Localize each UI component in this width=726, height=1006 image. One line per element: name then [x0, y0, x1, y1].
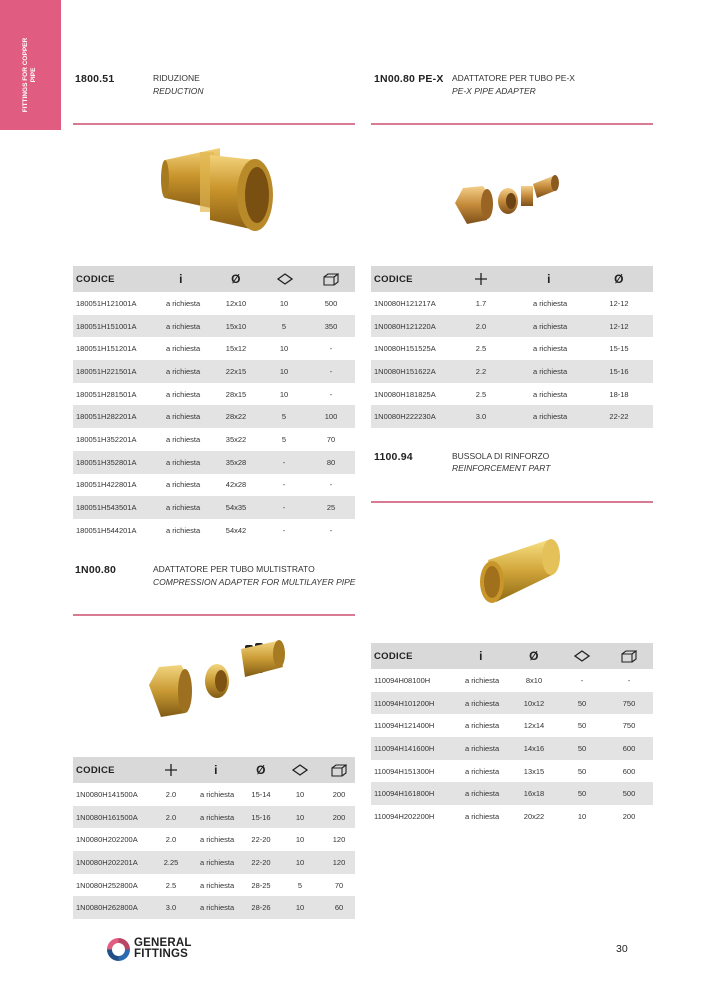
- info-icon: i: [214, 763, 218, 777]
- cell-box: -: [627, 675, 631, 685]
- cell-diameter: 15-15: [609, 344, 629, 354]
- table-row: [371, 714, 653, 737]
- cell-pack: 5: [297, 880, 303, 890]
- cell-diameter: 42x28: [225, 480, 247, 490]
- box-icon: [331, 757, 347, 783]
- cell-info: a richiesta: [166, 457, 201, 467]
- reduction-fitting-image: [160, 140, 275, 240]
- cell-info: a richiesta: [166, 412, 201, 422]
- cell-pack: 5: [281, 321, 287, 331]
- cell-box: 200: [332, 789, 346, 799]
- cell-diameter: 8x10: [525, 675, 543, 685]
- info-icon: i: [479, 649, 483, 663]
- diamond-pack-icon: [277, 266, 293, 292]
- diameter-icon: Ø: [256, 763, 266, 777]
- cell-pack: 50: [577, 743, 587, 753]
- section-rule: [371, 501, 653, 503]
- side-tab-label: [22, 38, 38, 112]
- table-row: [73, 337, 355, 360]
- cell-code: 180051H352801A: [76, 457, 137, 467]
- cell-code: 180051H282201A: [76, 412, 137, 422]
- cell-code: 1N0080H161500A: [76, 812, 138, 822]
- diamond-pack-icon: [292, 757, 308, 783]
- cell-diameter: 28x22: [225, 412, 247, 422]
- cell-code: 1N0080H202201A: [76, 857, 138, 867]
- cell-diameter: 12-12: [609, 298, 629, 308]
- diameter-icon: Ø: [529, 649, 539, 663]
- table-row: [371, 292, 653, 315]
- cell-code: 1N0080H151525A: [374, 344, 436, 354]
- cell-box: 100: [324, 412, 338, 422]
- table-row: [73, 383, 355, 406]
- section-code-multilayer: 1N00.80: [75, 564, 117, 576]
- box-icon: [323, 266, 339, 292]
- cell-code: 1N0080H141500A: [76, 789, 138, 799]
- cell-box: -: [329, 366, 333, 376]
- cell-diameter: 28-26: [251, 903, 271, 913]
- cell-info: a richiesta: [533, 321, 568, 331]
- cell-pitch: 2.5: [475, 344, 487, 354]
- diameter-icon: Ø: [614, 272, 624, 286]
- cell-box: -: [329, 389, 333, 399]
- cell-pack: 50: [577, 789, 587, 799]
- plus-icon: [474, 266, 488, 292]
- cell-pack: 10: [279, 389, 289, 399]
- section-rule: [73, 123, 355, 125]
- cell-pitch: 3.0: [165, 903, 177, 913]
- cell-code: 1N0080H181825A: [374, 389, 436, 399]
- cell-code: 110094H101200H: [374, 698, 435, 708]
- cell-pitch: 2.0: [165, 789, 177, 799]
- cell-diameter: 10x12: [523, 698, 545, 708]
- section-code-1100: 1100.94: [374, 451, 413, 463]
- table-row: [73, 896, 355, 919]
- cell-diameter: 54x42: [225, 525, 247, 535]
- cell-diameter: 35x28: [225, 457, 247, 467]
- table-row: [73, 851, 355, 874]
- cell-box: 750: [622, 698, 636, 708]
- table-row: [73, 806, 355, 829]
- cell-code: 180051H281501A: [76, 389, 137, 399]
- table-row: [371, 760, 653, 783]
- info-icon: i: [179, 272, 183, 286]
- table-row: [73, 874, 355, 897]
- table-row: [371, 782, 653, 805]
- cell-pack: 50: [577, 698, 587, 708]
- table-row: [73, 405, 355, 428]
- cell-info: a richiesta: [166, 389, 201, 399]
- cell-info: a richiesta: [533, 298, 568, 308]
- cell-info: a richiesta: [465, 766, 500, 776]
- cell-code: 1N0080H252800A: [76, 880, 138, 890]
- info-icon: i: [547, 272, 551, 286]
- diamond-pack-icon: [574, 643, 590, 669]
- cell-pack: 50: [577, 766, 587, 776]
- cell-pack: -: [282, 525, 286, 535]
- cell-box: 25: [326, 503, 336, 513]
- cell-info: a richiesta: [166, 525, 201, 535]
- cell-diameter: 14x16: [523, 743, 545, 753]
- header-codice: CODICE: [76, 764, 115, 776]
- cell-info: a richiesta: [465, 698, 500, 708]
- cell-pitch: 2.5: [165, 880, 177, 890]
- cell-info: a richiesta: [166, 434, 201, 444]
- section-code-pex: 1N00.80 PE-X: [374, 73, 444, 85]
- cell-diameter: 15x12: [225, 344, 247, 354]
- table-row: [73, 783, 355, 806]
- cell-info: a richiesta: [200, 835, 235, 845]
- cell-code: 1N0080H202200A: [76, 835, 138, 845]
- table-header: [371, 266, 653, 292]
- reinforcement-part-image: [470, 530, 565, 610]
- table-1800: [73, 266, 355, 542]
- cell-info: a richiesta: [166, 503, 201, 513]
- table-header: [73, 266, 355, 292]
- section-rule: [371, 123, 653, 125]
- cell-info: a richiesta: [533, 412, 568, 422]
- section-desc-en-multilayer: COMPRESSION ADAPTER FOR MULTILAYER PIPE: [153, 577, 356, 587]
- table-row: [371, 805, 653, 828]
- page-number: 30: [616, 943, 628, 955]
- cell-diameter: 15x10: [225, 321, 247, 331]
- cell-info: a richiesta: [200, 903, 235, 913]
- cell-info: a richiesta: [200, 789, 235, 799]
- cell-code: 180051H352201A: [76, 434, 137, 444]
- table-row: [73, 474, 355, 497]
- section-desc-en-pex: PE-X PIPE ADAPTER: [452, 86, 536, 96]
- table-row: [371, 737, 653, 760]
- cell-diameter: 15-16: [609, 366, 629, 376]
- cell-code: 180051H543501A: [76, 503, 137, 513]
- side-tab: [0, 0, 61, 130]
- cell-pack: 5: [281, 412, 287, 422]
- table-row: [73, 292, 355, 315]
- table-row: [73, 519, 355, 542]
- cell-pitch: 2.25: [163, 857, 179, 867]
- cell-diameter: 28x15: [225, 389, 247, 399]
- cell-diameter: 12x14: [523, 721, 545, 731]
- cell-pack: 10: [295, 789, 305, 799]
- table-row: [73, 315, 355, 338]
- diameter-icon: Ø: [231, 272, 241, 286]
- cell-code: 180051H121001A: [76, 298, 137, 308]
- cell-code: 180051H221501A: [76, 366, 137, 376]
- cell-box: 350: [324, 321, 338, 331]
- table-row: [73, 496, 355, 519]
- cell-pack: 5: [281, 434, 287, 444]
- multilayer-adapter-image: [145, 633, 290, 728]
- cell-box: 120: [332, 857, 346, 867]
- cell-pitch: 2.2: [475, 366, 487, 376]
- cell-diameter: 22-20: [251, 857, 271, 867]
- cell-info: a richiesta: [200, 812, 235, 822]
- cell-pack: -: [282, 503, 286, 513]
- table-1100: [371, 643, 653, 828]
- cell-diameter: 22-22: [609, 412, 629, 422]
- cell-info: a richiesta: [166, 298, 201, 308]
- cell-code: 1N0080H121220A: [374, 321, 436, 331]
- cell-box: 200: [332, 812, 346, 822]
- cell-pack: 50: [577, 721, 587, 731]
- cell-code: 180051H422801A: [76, 480, 137, 490]
- section-desc-en-1800: REDUCTION: [153, 86, 204, 96]
- cell-info: a richiesta: [200, 880, 235, 890]
- cell-box: 600: [622, 743, 636, 753]
- cell-pitch: 2.0: [165, 812, 177, 822]
- cell-diameter: 15-16: [251, 812, 271, 822]
- cell-diameter: 54x35: [225, 503, 247, 513]
- table-row: [73, 451, 355, 474]
- logo-wordmark: [134, 938, 192, 960]
- cell-info: a richiesta: [166, 366, 201, 376]
- cell-diameter: 15-14: [251, 789, 271, 799]
- table-row: [371, 360, 653, 383]
- cell-pitch: 2.0: [165, 835, 177, 845]
- section-desc-it-1100: BUSSOLA DI RINFORZO: [452, 451, 550, 461]
- cell-code: 1N0080H121217A: [374, 298, 436, 308]
- table-row: [73, 828, 355, 851]
- table-header: [73, 757, 355, 783]
- cell-code: 110094H202200H: [374, 811, 435, 821]
- cell-pack: -: [282, 457, 286, 467]
- cell-diameter: 20x22: [523, 811, 545, 821]
- section-rule: [73, 614, 355, 616]
- header-codice: CODICE: [374, 650, 413, 662]
- section-desc-en-1100: REINFORCEMENT PART: [452, 463, 551, 473]
- cell-box: -: [329, 525, 333, 535]
- table-header: [371, 643, 653, 669]
- cell-pitch: 1.7: [475, 298, 487, 308]
- cell-diameter: 16x18: [523, 789, 545, 799]
- cell-box: 500: [622, 789, 636, 799]
- cell-pack: -: [580, 675, 584, 685]
- cell-code: 180051H544201A: [76, 525, 137, 535]
- cell-diameter: 35x22: [225, 434, 247, 444]
- cell-box: -: [329, 480, 333, 490]
- box-icon: [621, 643, 637, 669]
- cell-info: a richiesta: [533, 344, 568, 354]
- table-row: [371, 337, 653, 360]
- section-code-1800: 1800.51: [75, 73, 115, 85]
- side-tab-line2: PIPE: [30, 67, 37, 83]
- table-multilayer: [73, 757, 355, 919]
- table-row: [371, 383, 653, 406]
- cell-box: 750: [622, 721, 636, 731]
- cell-box: 80: [326, 457, 336, 467]
- table-row: [371, 692, 653, 715]
- cell-box: 70: [326, 434, 336, 444]
- cell-pack: 10: [295, 857, 305, 867]
- cell-pack: 10: [295, 903, 305, 913]
- cell-info: a richiesta: [465, 675, 500, 685]
- cell-diameter: 12-12: [609, 321, 629, 331]
- section-desc-it-1800: RIDUZIONE: [153, 73, 200, 83]
- cell-code: 110094H08100H: [374, 675, 431, 685]
- table-row: [371, 669, 653, 692]
- side-tab-line1: FITTINGS FOR COPPER: [22, 37, 29, 113]
- cell-pack: -: [282, 480, 286, 490]
- pex-adapter-image: [453, 168, 563, 238]
- cell-box: 500: [324, 298, 338, 308]
- cell-info: a richiesta: [465, 721, 500, 731]
- cell-pack: 10: [577, 811, 587, 821]
- cell-pack: 10: [279, 298, 289, 308]
- cell-diameter: 22x15: [225, 366, 247, 376]
- table-pex: [371, 266, 653, 428]
- header-codice: CODICE: [76, 273, 115, 285]
- cell-pitch: 2.5: [475, 389, 487, 399]
- cell-info: a richiesta: [465, 811, 500, 821]
- cell-diameter: 22-20: [251, 835, 271, 845]
- cell-info: a richiesta: [166, 480, 201, 490]
- table-row: [371, 405, 653, 428]
- header-codice: CODICE: [374, 273, 413, 285]
- cell-diameter: 28-25: [251, 880, 271, 890]
- plus-icon: [164, 757, 178, 783]
- cell-info: a richiesta: [166, 344, 201, 354]
- cell-diameter: 13x15: [523, 766, 545, 776]
- table-row: [371, 315, 653, 338]
- cell-pack: 10: [295, 835, 305, 845]
- cell-code: 110094H141600H: [374, 743, 435, 753]
- general-fittings-logo-icon: [105, 936, 132, 963]
- cell-code: 110094H151300H: [374, 766, 435, 776]
- table-row: [73, 360, 355, 383]
- cell-diameter: 18-18: [609, 389, 629, 399]
- cell-pitch: 2.0: [475, 321, 487, 331]
- cell-info: a richiesta: [200, 857, 235, 867]
- cell-info: a richiesta: [465, 743, 500, 753]
- cell-code: 1N0080H262800A: [76, 903, 138, 913]
- cell-code: 110094H121400H: [374, 721, 435, 731]
- cell-box: 60: [334, 903, 344, 913]
- table-row: [73, 428, 355, 451]
- cell-info: a richiesta: [533, 389, 568, 399]
- cell-box: 600: [622, 766, 636, 776]
- cell-pitch: 3.0: [475, 412, 487, 422]
- cell-info: a richiesta: [166, 321, 201, 331]
- cell-code: 1N0080H222230A: [374, 412, 436, 422]
- cell-box: -: [329, 344, 333, 354]
- cell-pack: 10: [279, 366, 289, 376]
- logo-line1: GENERAL: [134, 937, 192, 949]
- section-desc-it-multilayer: ADATTATORE PER TUBO MULTISTRATO: [153, 564, 315, 574]
- cell-pack: 10: [295, 812, 305, 822]
- logo-line2: FITTINGS: [134, 948, 188, 960]
- section-desc-it-pex: ADATTATORE PER TUBO PE-X: [452, 73, 575, 83]
- cell-diameter: 12x10: [225, 298, 247, 308]
- cell-pack: 10: [279, 344, 289, 354]
- cell-code: 180051H151201A: [76, 344, 137, 354]
- cell-code: 180051H151001A: [76, 321, 137, 331]
- cell-code: 1N0080H151622A: [374, 366, 436, 376]
- cell-box: 70: [334, 880, 344, 890]
- cell-info: a richiesta: [465, 789, 500, 799]
- cell-info: a richiesta: [533, 366, 568, 376]
- cell-code: 110094H161800H: [374, 789, 435, 799]
- cell-box: 120: [332, 835, 346, 845]
- cell-box: 200: [622, 811, 636, 821]
